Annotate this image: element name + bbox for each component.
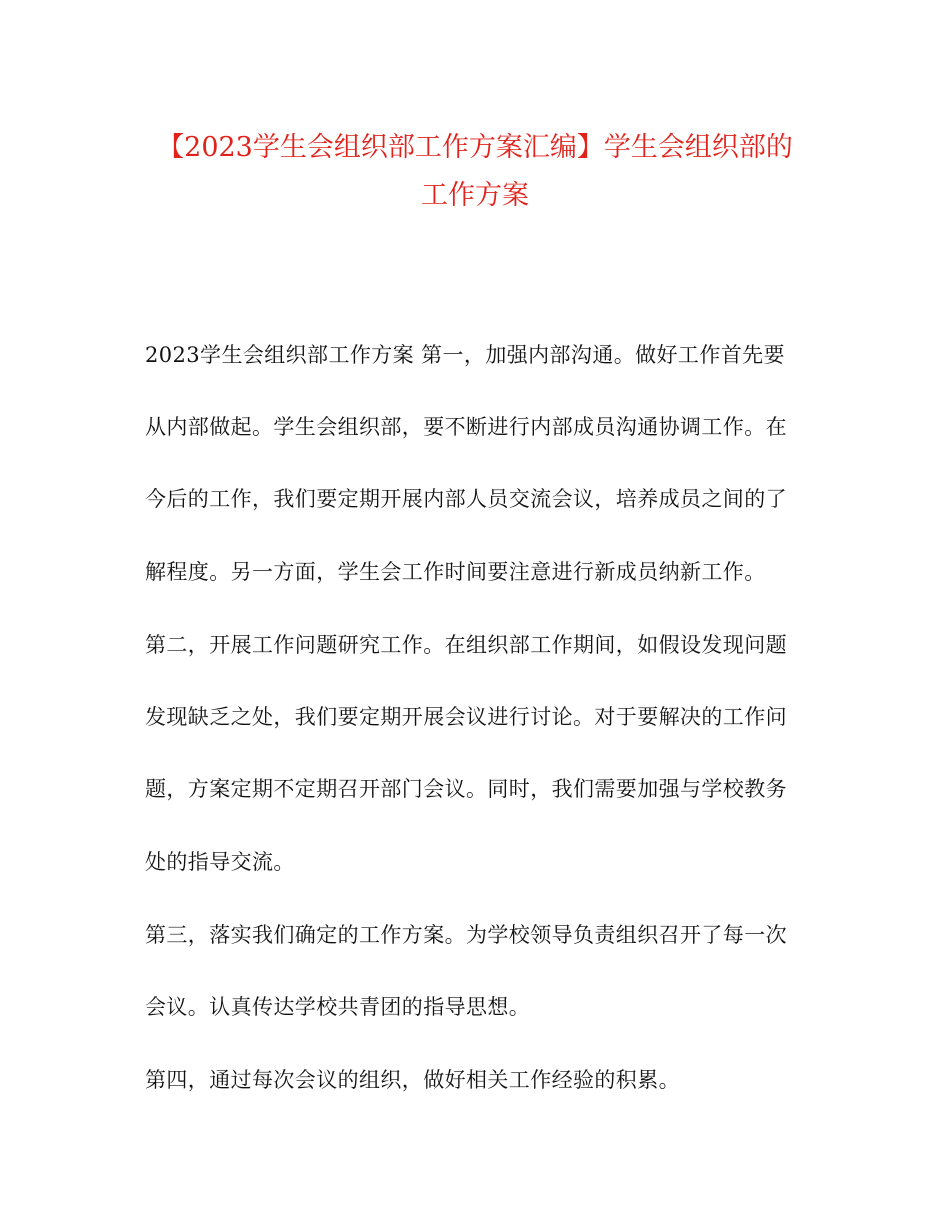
body-line: 第三，落实我们确定的工作方案。为学校领导负责组织召开了每一次 [145,923,787,947]
title-line: 【2023学生会组织部工作方案汇编】学生会组织部的 [157,132,793,163]
document-title [130,124,820,220]
body-line: 从内部做起。学生会组织部，要不断进行内部成员沟通协调工作。在 [145,415,787,439]
body-line: 第二，开展工作问题研究工作。在组织部工作期间，如假设发现问题 [145,633,787,657]
body-line: 题，方案定期不定期召开部门会议。同时，我们需要加强与学校教务 [145,777,787,801]
body-line: 处的指导交流。 [145,850,295,874]
title-line: 工作方案 [421,180,529,211]
body-line: 今后的工作，我们要定期开展内部人员交流会议，培养成员之间的了 [145,487,787,511]
body-line: 会议。认真传达学校共青团的指导思想。 [145,995,531,1019]
body-line: 解程度。另一方面，学生会工作时间要注意进行新成员纳新工作。 [145,560,766,584]
body-line: 2023学生会组织部工作方案 第一，加强内部沟通。做好工作首先要 [145,343,785,367]
body-line: 发现缺乏之处，我们要定期开展会议进行讨论。对于要解决的工作问 [145,705,787,729]
body-line: 第四，通过每次会议的组织，做好相关工作经验的积累。 [145,1068,680,1092]
